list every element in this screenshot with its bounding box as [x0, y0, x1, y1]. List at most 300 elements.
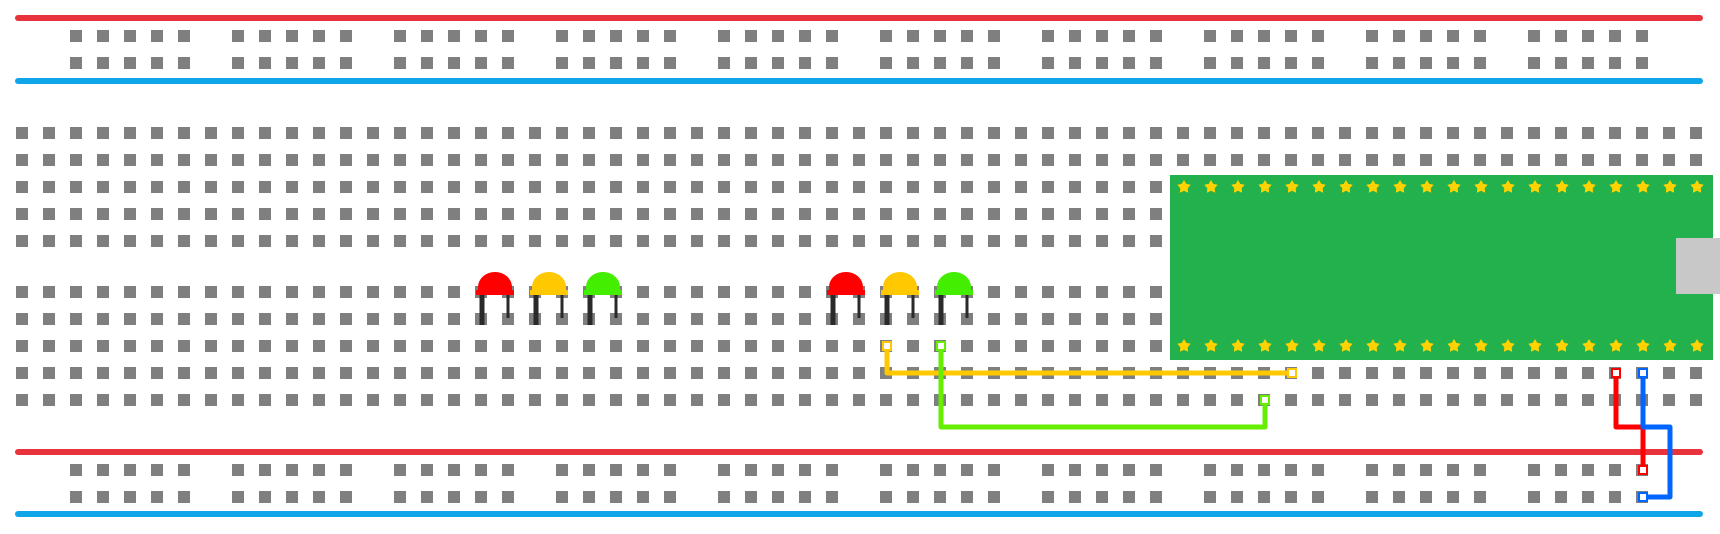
terminal-hole [1393, 127, 1405, 139]
top-rail-hole [799, 57, 811, 69]
top-rail-hole [772, 30, 784, 42]
terminal-hole [880, 394, 892, 406]
terminal-hole [1069, 286, 1081, 298]
terminal-hole [1123, 286, 1135, 298]
terminal-hole [1393, 394, 1405, 406]
terminal-hole [529, 127, 541, 139]
top-rail-hole [286, 57, 298, 69]
terminal-hole [259, 394, 271, 406]
terminal-hole [1420, 154, 1432, 166]
terminal-hole [1150, 340, 1162, 352]
bottom-rail-hole [826, 464, 838, 476]
terminal-hole [340, 313, 352, 325]
led-green-2 [935, 272, 973, 325]
top-rail-hole [1420, 30, 1432, 42]
terminal-hole [1582, 127, 1594, 139]
terminal-hole [583, 208, 595, 220]
terminal-hole [988, 286, 1000, 298]
terminal-hole [772, 286, 784, 298]
terminal-hole [1366, 127, 1378, 139]
terminal-hole [934, 127, 946, 139]
terminal-hole [610, 340, 622, 352]
bottom-rail-hole [1069, 491, 1081, 503]
terminal-hole [853, 181, 865, 193]
terminal-hole [610, 235, 622, 247]
terminal-hole [1663, 367, 1675, 379]
top-rail-hole [880, 30, 892, 42]
bottom-rail-hole [1285, 464, 1297, 476]
terminal-hole [907, 340, 919, 352]
top-rail-hole [502, 57, 514, 69]
terminal-hole [394, 313, 406, 325]
bottom-rail-hole [340, 464, 352, 476]
terminal-hole [124, 235, 136, 247]
terminal-hole [70, 340, 82, 352]
top-rail-hole [826, 57, 838, 69]
top-rail-hole [664, 57, 676, 69]
bottom-rail-hole [1366, 464, 1378, 476]
terminal-hole [691, 208, 703, 220]
wire-red-power-end [1612, 369, 1620, 377]
terminal-hole [97, 181, 109, 193]
terminal-hole [826, 127, 838, 139]
terminal-hole [340, 127, 352, 139]
terminal-hole [1582, 394, 1594, 406]
terminal-hole [43, 154, 55, 166]
bottom-rail-hole [556, 491, 568, 503]
bottom-rail-hole [475, 464, 487, 476]
terminal-hole [394, 154, 406, 166]
terminal-hole [1204, 394, 1216, 406]
led-rim [935, 290, 973, 295]
bottom-rail-hole [745, 491, 757, 503]
terminal-hole [691, 235, 703, 247]
terminal-hole [1258, 127, 1270, 139]
terminal-hole [772, 127, 784, 139]
terminal-hole [1447, 394, 1459, 406]
terminal-hole [178, 181, 190, 193]
bottom-rail-hole [1582, 491, 1594, 503]
terminal-hole [1501, 394, 1513, 406]
terminal-hole [313, 127, 325, 139]
top-rail-hole [988, 30, 1000, 42]
terminal-hole [880, 208, 892, 220]
top-rail-hole [1042, 57, 1054, 69]
terminal-hole [583, 367, 595, 379]
terminal-hole [1285, 127, 1297, 139]
terminal-hole [637, 127, 649, 139]
top-rail-hole [556, 30, 568, 42]
terminal-hole [1015, 181, 1027, 193]
terminal-hole [1096, 127, 1108, 139]
bottom-rail-hole [961, 491, 973, 503]
terminal-hole [799, 154, 811, 166]
terminal-hole [610, 394, 622, 406]
terminal-hole [988, 235, 1000, 247]
terminal-hole [691, 286, 703, 298]
top-rail-hole [1150, 57, 1162, 69]
bottom-rail-hole [1582, 464, 1594, 476]
terminal-hole [151, 154, 163, 166]
terminal-hole [421, 127, 433, 139]
top-rail-hole [1420, 57, 1432, 69]
top-rail-hole [1636, 57, 1648, 69]
top-rail-hole [583, 57, 595, 69]
terminal-hole [610, 367, 622, 379]
terminal-hole [340, 367, 352, 379]
terminal-hole [1123, 235, 1135, 247]
terminal-hole [286, 340, 298, 352]
bottom-rail-hole [1528, 464, 1540, 476]
terminal-hole [1312, 127, 1324, 139]
terminal-hole [475, 340, 487, 352]
terminal-hole [313, 208, 325, 220]
terminal-hole [853, 394, 865, 406]
terminal-hole [826, 394, 838, 406]
terminal-hole [259, 181, 271, 193]
terminal-hole [637, 208, 649, 220]
terminal-hole [286, 394, 298, 406]
terminal-hole [1123, 394, 1135, 406]
terminal-hole [43, 367, 55, 379]
terminal-hole [124, 181, 136, 193]
terminal-hole [421, 235, 433, 247]
terminal-hole [637, 340, 649, 352]
terminal-hole [988, 208, 1000, 220]
terminal-hole [97, 394, 109, 406]
terminal-hole [259, 286, 271, 298]
wire-green-end [937, 342, 945, 350]
terminal-hole [556, 181, 568, 193]
terminal-hole [394, 340, 406, 352]
terminal-hole [97, 208, 109, 220]
bottom-rail-hole [448, 464, 460, 476]
bottom-rail-hole [961, 464, 973, 476]
terminal-hole [799, 313, 811, 325]
terminal-hole [934, 154, 946, 166]
bottom-rail-hole [1096, 464, 1108, 476]
terminal-hole [1528, 367, 1540, 379]
terminal-hole [1096, 394, 1108, 406]
terminal-hole [556, 208, 568, 220]
terminal-hole [1609, 154, 1621, 166]
terminal-hole [961, 154, 973, 166]
bottom-rail-hole [151, 464, 163, 476]
terminal-hole [394, 367, 406, 379]
terminal-hole [43, 181, 55, 193]
top-rail-hole [1582, 57, 1594, 69]
terminal-hole [286, 127, 298, 139]
terminal-hole [664, 394, 676, 406]
terminal-hole [1474, 367, 1486, 379]
terminal-hole [556, 340, 568, 352]
bottom-rail-hole [772, 464, 784, 476]
terminal-hole [448, 181, 460, 193]
terminal-hole [664, 154, 676, 166]
terminal-hole [394, 127, 406, 139]
terminal-hole [853, 208, 865, 220]
terminal-hole [1015, 235, 1027, 247]
terminal-hole [70, 394, 82, 406]
top-rail-hole [1231, 57, 1243, 69]
top-rail-hole [1069, 57, 1081, 69]
terminal-hole [16, 340, 28, 352]
top-rail-hole [394, 57, 406, 69]
terminal-hole [394, 181, 406, 193]
terminal-hole [556, 235, 568, 247]
terminal-hole [448, 286, 460, 298]
terminal-hole [880, 235, 892, 247]
terminal-hole [502, 367, 514, 379]
terminal-hole [475, 394, 487, 406]
top-rail-hole [340, 30, 352, 42]
terminal-hole [1150, 127, 1162, 139]
terminal-hole [448, 394, 460, 406]
terminal-hole [745, 235, 757, 247]
terminal-hole [232, 367, 244, 379]
terminal-hole [286, 367, 298, 379]
terminal-hole [313, 181, 325, 193]
terminal-hole [178, 367, 190, 379]
terminal-hole [313, 313, 325, 325]
terminal-hole [745, 154, 757, 166]
terminal-hole [1150, 181, 1162, 193]
terminal-hole [1663, 127, 1675, 139]
terminal-hole [259, 340, 271, 352]
terminal-hole [16, 235, 28, 247]
terminal-hole [1177, 154, 1189, 166]
terminal-hole [1123, 313, 1135, 325]
terminal-hole [1150, 394, 1162, 406]
terminal-hole [556, 154, 568, 166]
terminal-hole [205, 235, 217, 247]
bottom-rail-hole [1231, 464, 1243, 476]
bottom-rail-hole [70, 464, 82, 476]
top-rail-hole [664, 30, 676, 42]
terminal-hole [1339, 367, 1351, 379]
terminal-hole [610, 154, 622, 166]
terminal-hole [151, 235, 163, 247]
terminal-hole [691, 313, 703, 325]
bottom-rail-hole [583, 491, 595, 503]
terminal-hole [529, 154, 541, 166]
top-rail-hole [718, 57, 730, 69]
terminal-hole [934, 181, 946, 193]
terminal-hole [232, 154, 244, 166]
terminal-hole [286, 235, 298, 247]
terminal-hole [529, 235, 541, 247]
bottom-rail-hole [259, 464, 271, 476]
terminal-hole [151, 340, 163, 352]
terminal-hole [151, 286, 163, 298]
terminal-hole [988, 154, 1000, 166]
terminal-hole [502, 208, 514, 220]
terminal-hole [124, 286, 136, 298]
terminal-hole [1420, 127, 1432, 139]
bottom-rail-hole [1420, 464, 1432, 476]
top-rail-hole [1258, 57, 1270, 69]
terminal-hole [1393, 367, 1405, 379]
terminal-hole [448, 235, 460, 247]
bottom-rail-hole [1042, 464, 1054, 476]
terminal-hole [1231, 127, 1243, 139]
microcontroller-board [1170, 175, 1720, 360]
top-rail-hole [1393, 30, 1405, 42]
terminal-hole [1150, 154, 1162, 166]
terminal-hole [664, 208, 676, 220]
bottom-rail-hole [70, 491, 82, 503]
terminal-hole [16, 394, 28, 406]
terminal-hole [1312, 367, 1324, 379]
terminal-hole [16, 313, 28, 325]
terminal-hole [178, 208, 190, 220]
usb-connector [1676, 238, 1720, 294]
terminal-hole [745, 286, 757, 298]
terminal-hole [1312, 154, 1324, 166]
top-rail-hole [772, 57, 784, 69]
terminal-hole [205, 127, 217, 139]
terminal-hole [772, 235, 784, 247]
terminal-hole [151, 367, 163, 379]
terminal-hole [205, 340, 217, 352]
bottom-rail-hole [1555, 491, 1567, 503]
terminal-hole [394, 208, 406, 220]
top-rail-hole [232, 30, 244, 42]
terminal-hole [394, 235, 406, 247]
top-rail-hole [826, 30, 838, 42]
terminal-hole [880, 181, 892, 193]
bottom-rail-hole [178, 491, 190, 503]
top-rail-hole [934, 57, 946, 69]
terminal-hole [1636, 127, 1648, 139]
bottom-rail-hole [934, 491, 946, 503]
top-rail-hole [313, 57, 325, 69]
top-rail-hole [70, 57, 82, 69]
bottom-rail-hole [1528, 491, 1540, 503]
terminal-hole [853, 340, 865, 352]
terminal-hole [367, 340, 379, 352]
terminal-hole [826, 235, 838, 247]
terminal-hole [502, 235, 514, 247]
terminal-hole [853, 367, 865, 379]
terminal-hole [1042, 313, 1054, 325]
terminal-hole [475, 154, 487, 166]
terminal-hole [1501, 154, 1513, 166]
bottom-rail-hole [502, 464, 514, 476]
bottom-rail-hole [232, 464, 244, 476]
terminal-hole [1447, 127, 1459, 139]
terminal-hole [1555, 154, 1567, 166]
terminal-hole [43, 127, 55, 139]
bottom-rail-hole [475, 491, 487, 503]
terminal-hole [529, 340, 541, 352]
terminal-hole [961, 394, 973, 406]
terminal-hole [1528, 154, 1540, 166]
terminal-hole [664, 367, 676, 379]
terminal-hole [1042, 235, 1054, 247]
terminal-hole [124, 127, 136, 139]
terminal-hole [961, 340, 973, 352]
terminal-hole [97, 367, 109, 379]
terminal-hole [502, 340, 514, 352]
terminal-hole [124, 367, 136, 379]
terminal-hole [1096, 154, 1108, 166]
terminal-hole [907, 181, 919, 193]
bottom-rail-hole [502, 491, 514, 503]
terminal-hole [340, 235, 352, 247]
terminal-hole [475, 367, 487, 379]
terminal-hole [232, 313, 244, 325]
terminal-hole [1663, 154, 1675, 166]
terminal-hole [772, 313, 784, 325]
terminal-hole [529, 367, 541, 379]
terminal-hole [421, 340, 433, 352]
terminal-hole [367, 394, 379, 406]
top-rail-hole [1609, 30, 1621, 42]
terminal-hole [313, 394, 325, 406]
terminal-hole [43, 313, 55, 325]
terminal-hole [772, 181, 784, 193]
terminal-hole [232, 235, 244, 247]
terminal-hole [367, 367, 379, 379]
bottom-rail-hole [1285, 491, 1297, 503]
top-rail-hole [178, 30, 190, 42]
terminal-hole [799, 340, 811, 352]
terminal-hole [97, 127, 109, 139]
terminal-hole [799, 367, 811, 379]
terminal-hole [124, 340, 136, 352]
terminal-hole [1123, 181, 1135, 193]
bottom-rail-hole [772, 491, 784, 503]
bottom-rail-hole [637, 491, 649, 503]
terminal-hole [70, 127, 82, 139]
terminal-hole [340, 181, 352, 193]
bottom-rail-hole [232, 491, 244, 503]
bottom-rail-hole [934, 464, 946, 476]
wire-blue-ground-end [1639, 369, 1647, 377]
bottom-rail-hole [1609, 464, 1621, 476]
terminal-hole [1447, 367, 1459, 379]
wire-green-end [1261, 396, 1269, 404]
terminal-hole [637, 154, 649, 166]
terminal-hole [1528, 127, 1540, 139]
bottom-rail-hole [448, 491, 460, 503]
terminal-hole [637, 286, 649, 298]
top-rail-hole [475, 30, 487, 42]
terminal-hole [1555, 394, 1567, 406]
terminal-hole [259, 235, 271, 247]
terminal-hole [826, 340, 838, 352]
terminal-hole [340, 394, 352, 406]
led-rim [881, 290, 919, 295]
terminal-hole [178, 286, 190, 298]
top-rail-hole [1474, 30, 1486, 42]
terminal-hole [421, 394, 433, 406]
terminal-hole [394, 286, 406, 298]
terminal-hole [97, 313, 109, 325]
bottom-rail-hole [1123, 464, 1135, 476]
top-rail-hole [1393, 57, 1405, 69]
bottom-rail-hole [313, 491, 325, 503]
bottom-rail-hole [1555, 464, 1567, 476]
top-rail-hole [556, 57, 568, 69]
terminal-hole [1474, 127, 1486, 139]
terminal-hole [70, 181, 82, 193]
terminal-hole [745, 127, 757, 139]
top-rail-hole [1528, 30, 1540, 42]
terminal-hole [718, 235, 730, 247]
terminal-hole [799, 235, 811, 247]
